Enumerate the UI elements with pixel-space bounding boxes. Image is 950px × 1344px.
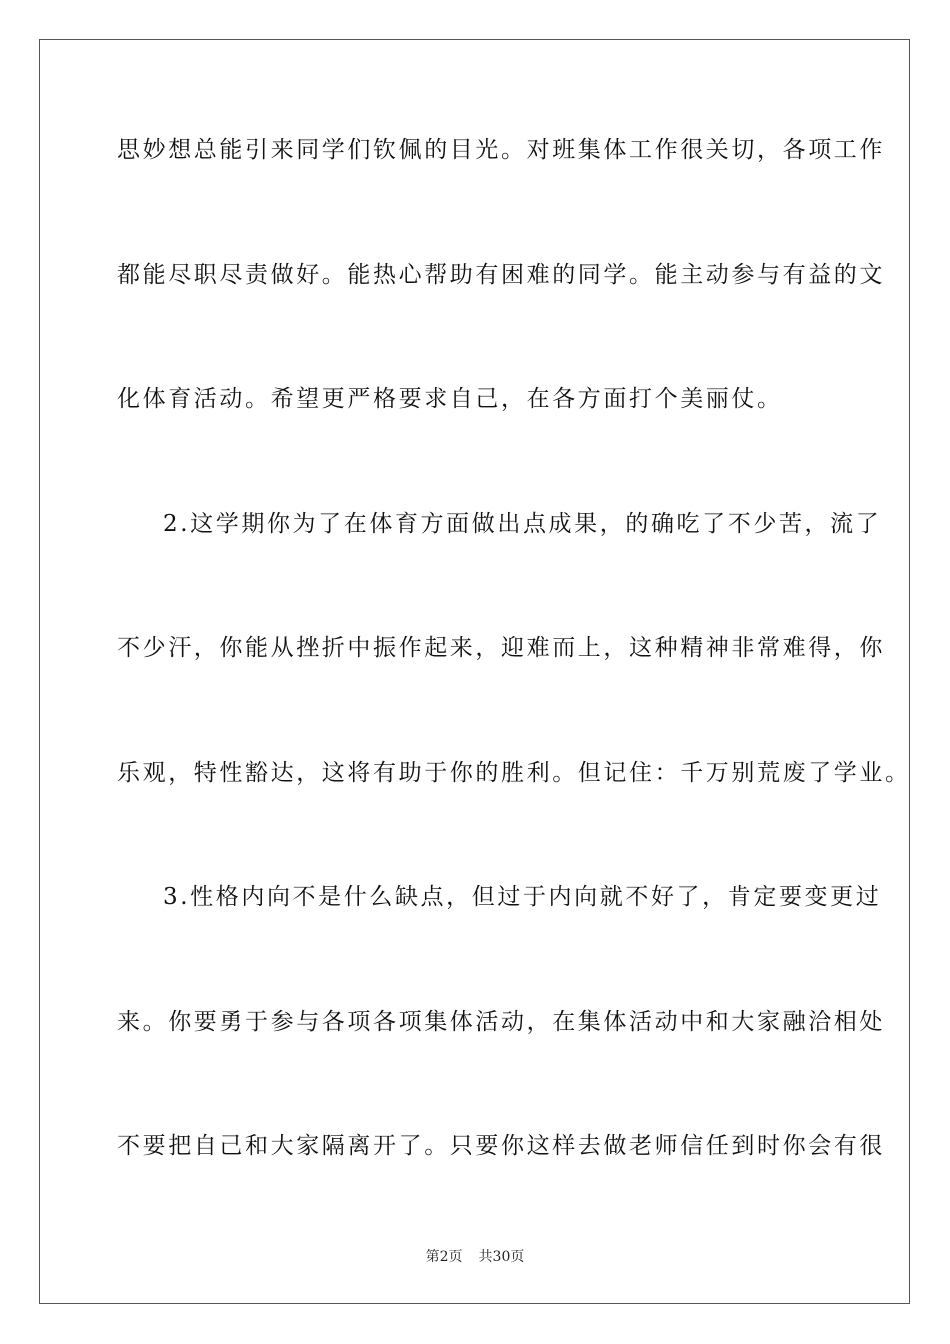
text-line: 都能尽职尽责做好。能热心帮助有困难的同学。能主动参与有益的文: [117, 262, 885, 288]
page-frame: [39, 39, 910, 1304]
text-line: 思妙想总能引来同学们钦佩的目光。对班集体工作很关切，各项工作: [117, 137, 885, 163]
page-number: 第2页: [425, 1249, 463, 1265]
page-total: 共30页: [478, 1249, 525, 1265]
text-line: 乐观，特性豁达，这将有助于你的胜利。但记住：千万别荒废了学业。: [117, 760, 911, 786]
text-line: 来。你要勇于参与各项各项集体活动，在集体活动中和大家融洽相处: [117, 1009, 885, 1035]
text-line: 不少汗，你能从挫折中振作起来，迎难而上，这种精神非常难得，你: [117, 635, 885, 661]
page-footer: [0, 1247, 950, 1267]
text-line: 化体育活动。希望更严格要求自己，在各方面打个美丽仗。: [117, 386, 783, 412]
text-line-paragraph-start: 3.性格内向不是什么缺点，但过于内向就不好了，肯定要变更过: [163, 884, 882, 910]
text-line-paragraph-start: 2.这学期你为了在体育方面做出点成果，的确吃了不少苦，流了: [163, 511, 882, 537]
text-line: 不要把自己和大家隔离开了。只要你这样去做老师信任到时你会有很: [117, 1133, 885, 1159]
